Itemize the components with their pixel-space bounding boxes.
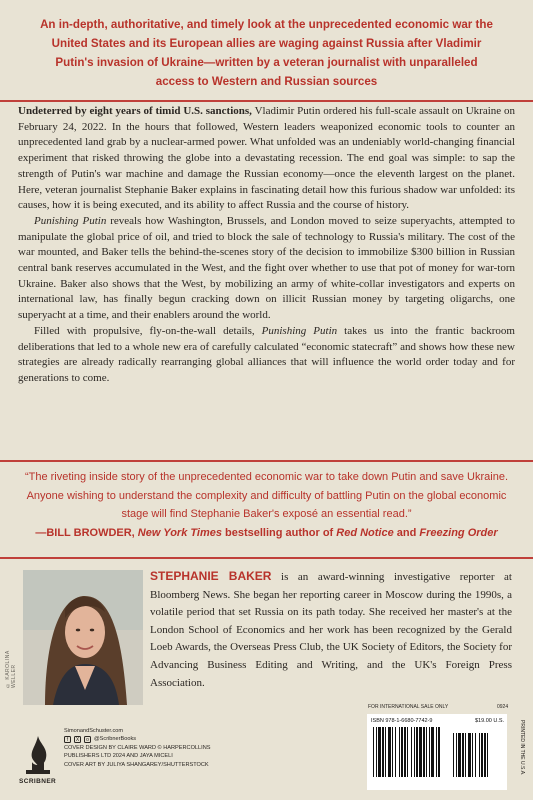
barcode-bar <box>401 727 403 777</box>
barcode-image <box>371 727 503 785</box>
cover-credit-1: COVER DESIGN BY CLAIRE WARD © HARPERCOLLINS <box>64 744 211 751</box>
barcode-bar <box>414 727 415 777</box>
barcode-bar <box>431 727 434 777</box>
quote-publication: New York Times <box>137 526 222 539</box>
barcode-bar <box>472 733 473 777</box>
barcode-bar <box>429 727 430 777</box>
paragraph-1-text: Vladimir Putin ordered his full-scale assault on Ukraine on February 24, 2022. In the hours that followed, Western leaders weaponized economic tools to counter an unprecedented land grab by a nuclear-armed power. What unfolded was an undeniably world-changing financial experiment that risked throwing the globe into a devastating recession. The end goal was simple: to sap the strength of Putin's war machine and damage the Russian economy—once the eleventh largest on the planet. Here, veteran journalist Stephanie Baker explains in fascinating detail how this furious shadow war unfolded: its causes, how it is being executed, and its ability to affect Russia and the course of history. <box>18 105 516 212</box>
top-divider <box>0 100 533 102</box>
barcode-bar <box>468 733 471 777</box>
barcode-bar <box>456 733 457 777</box>
barcode-bar <box>373 727 374 777</box>
photo-credit: © KAROLINA WELLER <box>5 650 17 688</box>
barcode-bar <box>385 727 386 777</box>
barcode-bar <box>382 727 384 777</box>
author-name: STEPHANIE BAKER <box>150 569 272 583</box>
barcode-bar <box>426 727 427 777</box>
top-blurb: An in-depth, authoritative, and timely look at the unprecedented economic war the United States and its European allies are waging against Russia after Vladimir Putin's invasion of Ukraine—written by a veteran journalist with unparalleled access to Western and Russian sources <box>40 18 493 88</box>
barcode-bar <box>395 727 396 777</box>
book-title-inline: Punishing Putin <box>261 324 338 337</box>
author-portrait-image <box>23 570 143 705</box>
description-paragraph-2 <box>18 214 515 324</box>
quote-attribution <box>35 527 497 539</box>
barcode-bar <box>479 733 480 777</box>
instagram-icon: o <box>84 736 91 743</box>
barcode-bar <box>462 733 464 777</box>
barcode-bar <box>407 727 408 777</box>
book-description <box>18 104 515 387</box>
paragraph-3-text: takes us into the frantic backroom deliberations that led to a whole new era of carefully calculated “economic statecraft” and shows how these new strategies are already radically rearranging global alliances that will influence the world order today and for generations to come. <box>18 324 515 384</box>
quote-divider-bottom <box>0 557 533 559</box>
author-bio-text: is an award-winning investigative reporter at Bloomberg News. She began her reporting career in Moscow during the 1990s, a volatile period that set Russia on its path today. She received her master's at the London School of Economics and her work has been recognized by the Gerald Loeb Awards, the Overseas Press Club, the UK Society of Editors, the Society for Advancing Business Editing and Writing, and the UK's Foreign Press Association. <box>150 571 512 689</box>
paragraph-2-text: reveals how Washington, Brussels, and London moved to seize superyachts, attempted to manipulate the global price of oil, and tried to block the sale of technology to Russia's military. The cost of the war mounted, and Baker tells the behind-the-scenes story of the decision to immobilize $300 billion in Russian central bank reserves accumulated in the West, and the fight over whether to use that pot of money for war-torn Ukraine. Baker also shows that the West, by mobilizing an army of white-collar investigators and experts on international law, has finally begun cracking down on illicit Russian money by targeting oligarchs, one superyacht at a time, and their enablers around the world. <box>18 214 515 322</box>
publisher-website: SimonandSchuster.com <box>64 728 124 734</box>
paragraph-3-start: Filled with propulsive, fly-on-the-wall details, <box>34 324 262 337</box>
publisher-credits <box>64 727 274 769</box>
barcode-bar <box>423 727 425 777</box>
barcode-bar <box>392 727 393 777</box>
printed-in-label: PRINTED IN THE U.S.A. <box>519 720 525 776</box>
barcode-bar <box>475 733 476 777</box>
quote-book-2: Freezing Order <box>419 526 498 539</box>
price-text: $19.00 U.S. <box>475 718 505 724</box>
quote-attrib-and: and <box>393 526 420 539</box>
quote-divider-top <box>0 460 533 462</box>
barcode-bar <box>453 733 454 777</box>
lead-phrase: Undeterred by eight years of timid U.S. sanctions, <box>18 105 252 117</box>
book-title-inline: Punishing Putin <box>34 214 107 227</box>
facebook-icon: f <box>64 736 71 743</box>
barcode-bar <box>438 727 440 777</box>
cover-credit-3: COVER ART BY JULIYA SHANGAREY/SHUTTERSTOCK <box>64 761 209 768</box>
barcode-bar <box>481 733 483 777</box>
publisher-name: SCRIBNER <box>19 778 57 785</box>
quote-book-1: Red Notice <box>336 526 394 539</box>
author-bio <box>150 568 512 692</box>
description-paragraph-3 <box>18 324 515 387</box>
barcode-bar <box>419 727 422 777</box>
barcode-bar <box>378 727 381 777</box>
barcode-bar <box>399 727 400 777</box>
quote-attrib-middle: bestselling author of <box>221 526 337 539</box>
barcode-bar <box>376 727 377 777</box>
barcode-bar <box>411 727 412 777</box>
social-row <box>64 735 274 743</box>
barcode-bar <box>458 733 461 777</box>
barcode-bar <box>484 733 486 777</box>
author-photo <box>23 570 143 705</box>
price-code: 0924 <box>497 704 509 710</box>
social-handle: @ScribnerBooks <box>94 736 137 743</box>
endorsement-quote <box>22 468 511 542</box>
x-icon: X <box>75 737 80 744</box>
barcode-bar <box>465 733 466 777</box>
cover-credit-2: PUBLISHERS LTD 2024 AND JAYA MICELI <box>64 753 173 760</box>
barcode-area <box>367 714 507 790</box>
barcode-bar <box>416 727 418 777</box>
international-sale-label: FOR INTERNATIONAL SALE ONLY <box>368 704 449 710</box>
barcode-bar <box>487 733 488 777</box>
barcode-bar <box>388 727 391 777</box>
quote-text: “The riveting inside story of the unprecedented economic war to take down Putin and save Ukraine. Anyone wishing to understand the complexity and difficulty of battling Putin on the global economic stage will find Stephanie Baker's exposé an essential read.” <box>24 471 509 520</box>
description-paragraph-1 <box>18 104 515 214</box>
barcode-bar <box>436 727 437 777</box>
quote-author: —BILL BROWDER, <box>35 526 135 539</box>
barcode-bar <box>404 727 406 777</box>
isbn-text: ISBN 978-1-6680-7742-9 <box>371 718 433 724</box>
